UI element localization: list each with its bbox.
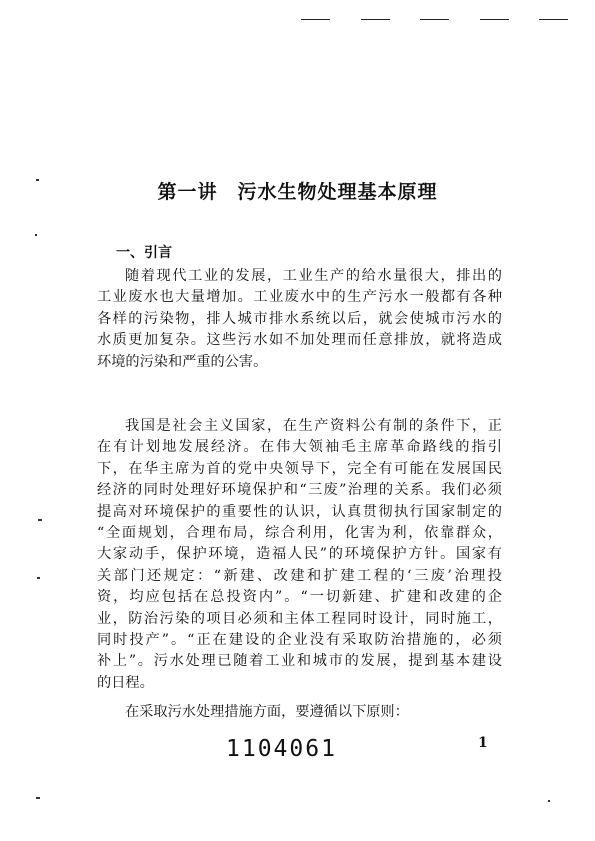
text-line: 水质更加复杂。这些污水如不加处理而任意排放，就将造成 — [97, 332, 502, 349]
text-line: 下，在华主席为首的党中央领导下，完全有可能在发展国民 — [97, 460, 502, 477]
header-rule — [480, 19, 509, 20]
text-line: 在采取污水处理措施方面，要遵循以下原则： — [125, 704, 409, 720]
paragraph — [97, 416, 502, 694]
text-line: 关部门还规定：“新建、改建和扩建工程的‘三废’治理投 — [97, 567, 502, 584]
text-line: 经济的同时处理好环境保护和“三废”治理的关系。我们必须 — [97, 482, 502, 499]
header-rule — [301, 19, 330, 20]
chapter-title: 第一讲 污水生物处理基本原理 — [157, 181, 438, 203]
scan-speck — [36, 797, 40, 799]
text-line: 随着现代工业的发展，工业生产的给水量很大，排出的 — [125, 268, 502, 284]
page-number: 1104061 — [226, 736, 337, 762]
text-line: 补上”。污水处理已随着工业和城市的发展，提到基本建设 — [97, 653, 502, 670]
text-line: 我国是社会主义国家，在生产资料公有制的条件下，正 — [125, 418, 502, 434]
text-line: 环境的污染和严重的公害。 — [97, 353, 268, 370]
scan-speck — [38, 519, 42, 521]
scan-speck — [548, 800, 550, 802]
text-line: 提高对环境保护的重要性的认识，认真贯彻执行国家制定的 — [97, 503, 502, 520]
text-line: 资，均应包括在总投资内”。“一切新建、扩建和改建的企 — [97, 589, 502, 606]
paragraph — [97, 702, 502, 723]
text-line: “全面规划，合理布局，综合利用，化害为利，依靠群众， — [97, 524, 502, 541]
text-line: 工业废水也大量增加。工业废水中的生产污水一般都有各种 — [97, 289, 502, 306]
text-line: 各样的污染物，排人城市排水系统以后，就会使城市污水的 — [97, 310, 502, 327]
section-heading: 一、引言 — [116, 245, 172, 261]
text-line: 大家动手，保护环境，造福人民”的环境保护方针。国家有 — [97, 546, 502, 563]
page-mark: 1 — [478, 735, 488, 751]
text-line: 同时投产”。“正在建设的企业没有采取防治措施的，必须 — [97, 631, 502, 648]
scan-speck — [35, 234, 37, 236]
scan-speck — [37, 577, 40, 579]
text-line: 在有计划地发展经济。在伟大领袖毛主席革命路线的指引 — [97, 439, 502, 456]
paragraph — [97, 266, 502, 373]
text-line: 的日程。 — [97, 674, 154, 691]
header-rule — [361, 19, 390, 20]
text-line: 业，防治污染的项目必须和主体工程同时设计，同时施工， — [97, 610, 502, 627]
header-rule — [539, 19, 568, 20]
header-rule — [420, 19, 449, 20]
